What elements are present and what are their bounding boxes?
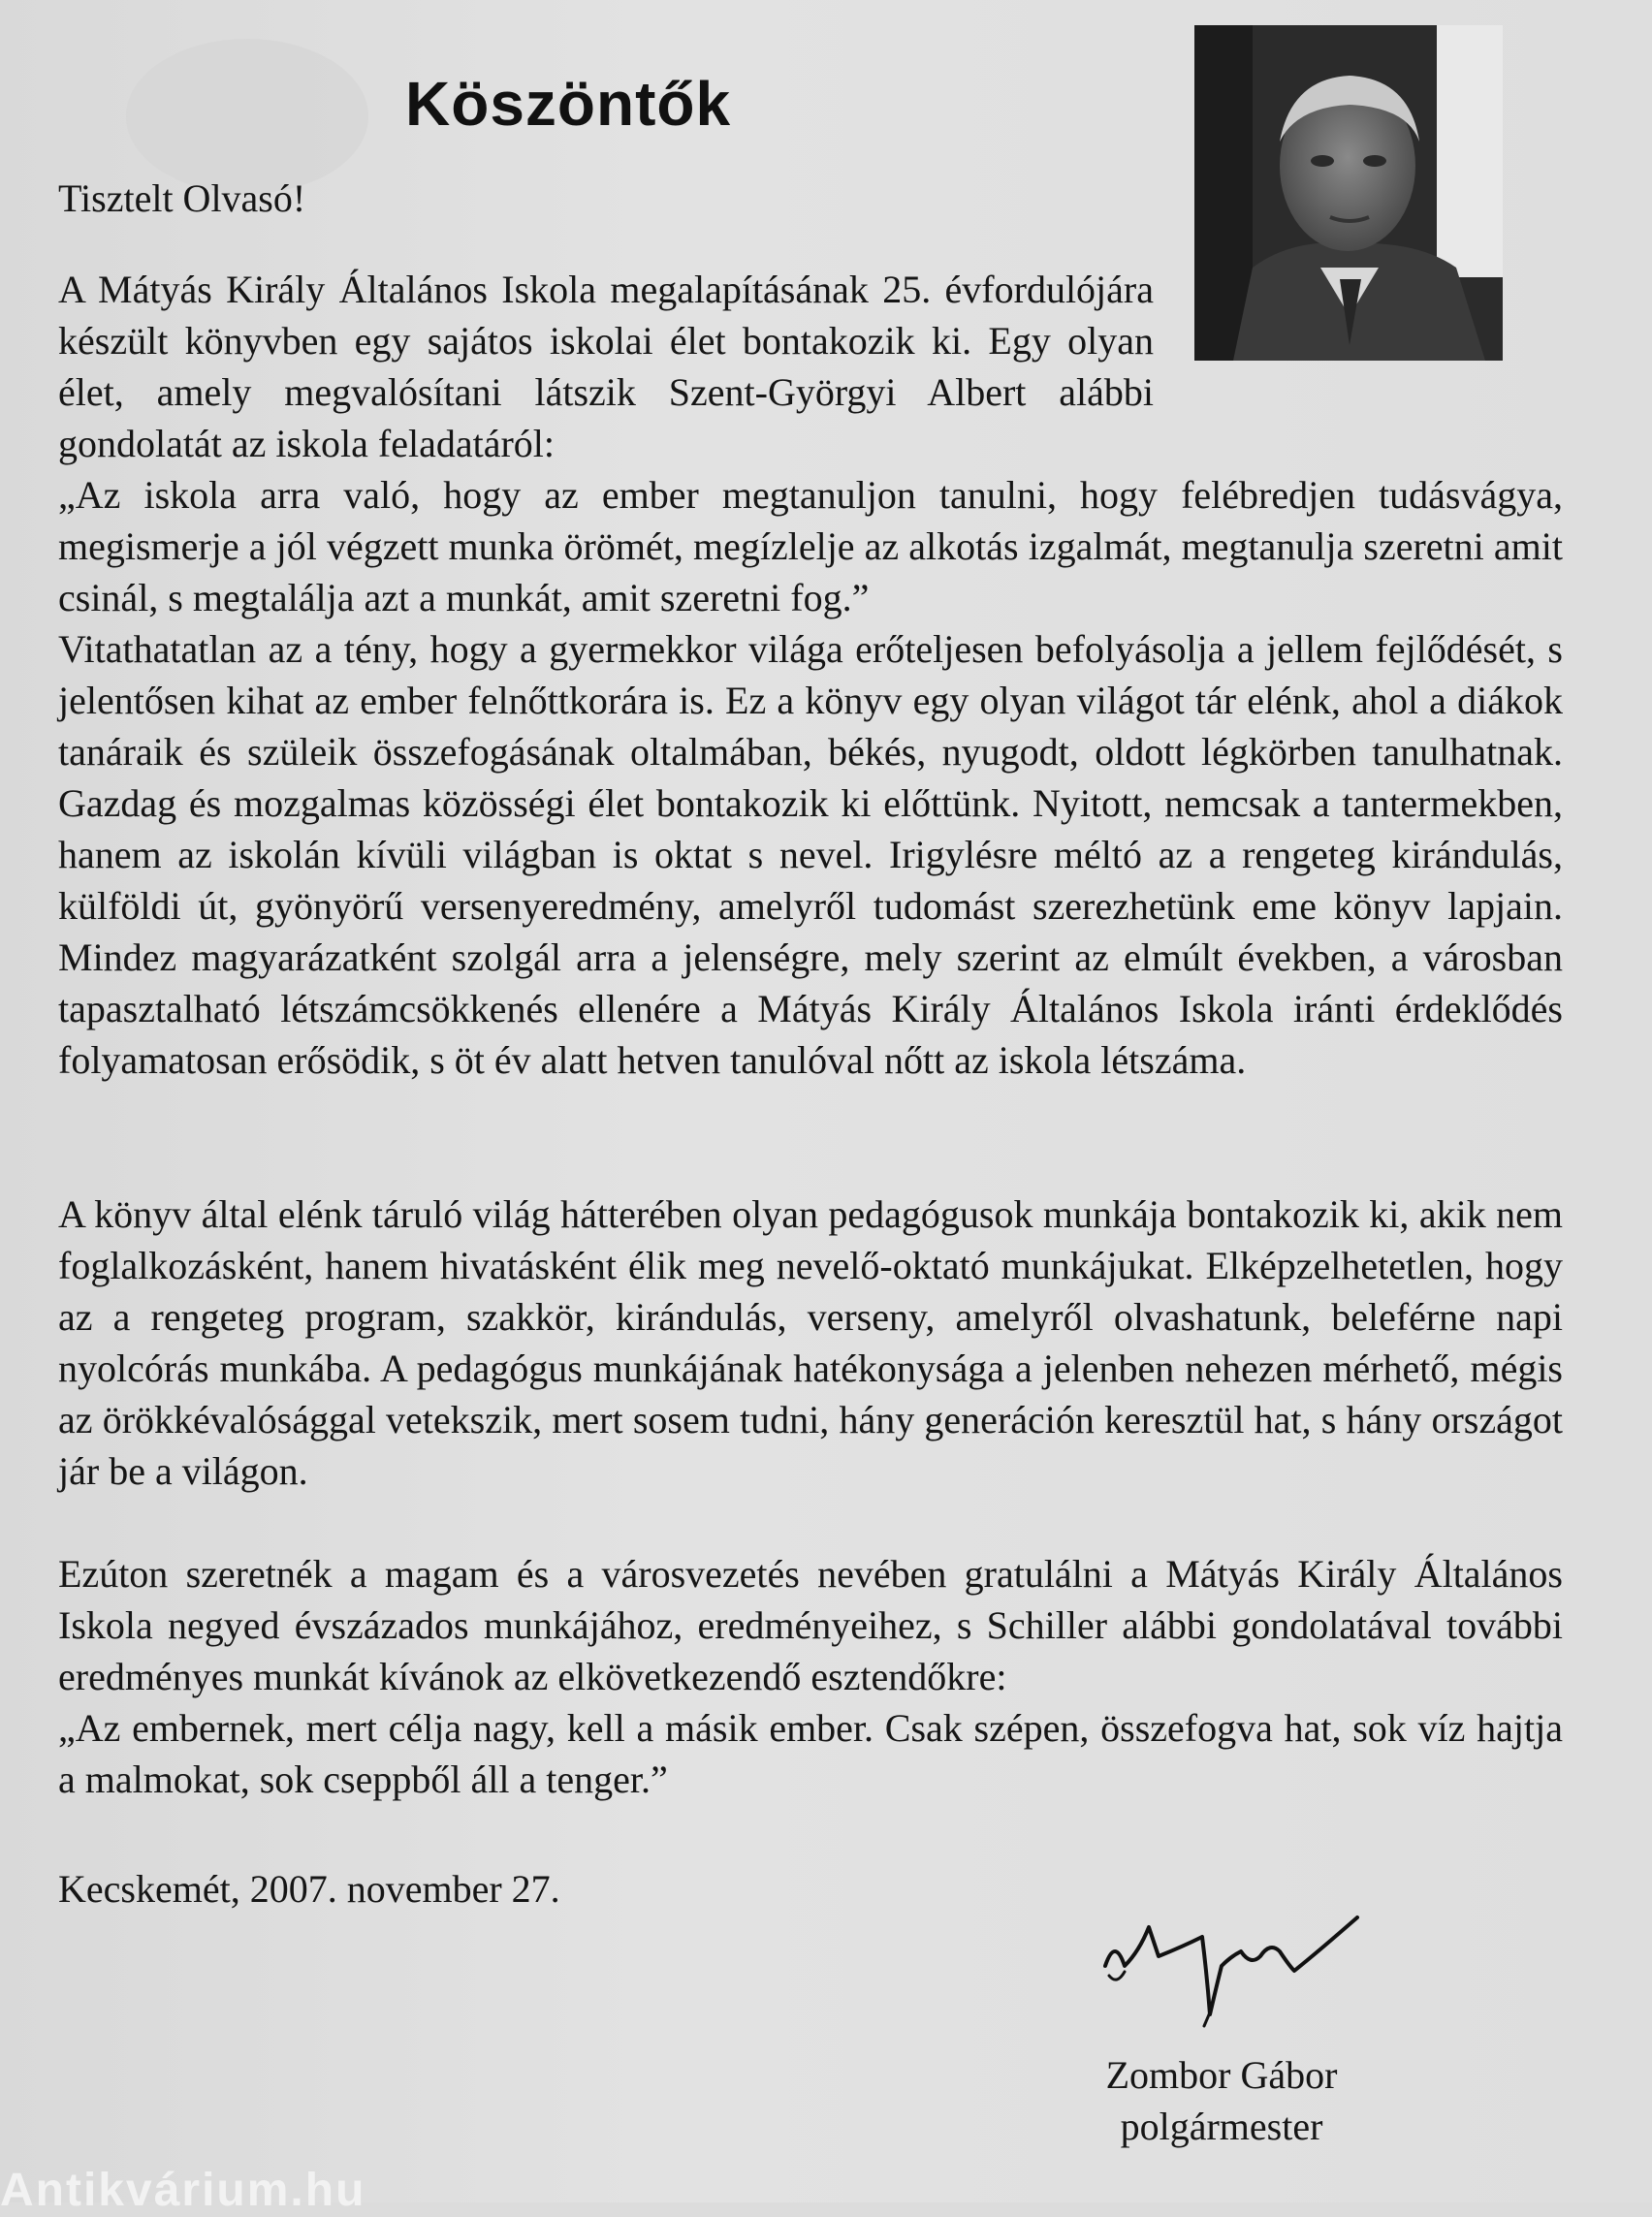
show-through-shape	[126, 39, 368, 194]
intro-paragraph: A Mátyás Király Általános Iskola megalapításának 25. évfordulójára készült könyvben egy sajátos iskolai élet bontakozik ki. Egy olyan élet, amely megvalósítani látszik Szent-Györgyi Albert alábbi gondolatát az iskola feladatáról:	[58, 268, 1154, 465]
signer-name: Zombor Gábor	[1105, 2053, 1338, 2097]
page-title: Köszöntők	[405, 69, 732, 139]
quote-szent-gyorgyi: „Az iskola arra való, hogy az ember megtanuljon tanulni, hogy felébredjen tudásvágya, megismerje a jól végzett munka örömét, megízlelje az alkotás izgalmát, megtanulja szeretni amit csinál, s megtalálja azt a munkát, amit szeretni fog.”	[58, 473, 1563, 619]
paragraph-3: A könyv által elénk táruló világ hátterében olyan pedagógusok munkája bontakozik ki, akik nem foglalkozásként, hanem hivatásként élik meg nevelő-oktató munkájukat. Elképzelhetetlen, hogy az a rengeteg program, szakkör, kirándulás, verseny, amelyről olvashatunk, beleférne napi nyolcórás munkába. A pedagógus munkájának hatékonysága a jelenben nehezen mérhető, mégis az örökkévalósággal vetekszik, mert sosem tudni, hány generáción keresztül hat, s hány országot jár be a világon.	[58, 1192, 1563, 1493]
paragraph-2: Vitathatatlan az a tény, hogy a gyermekkor világa erőteljesen befolyásolja a jellem fejlődését, s jelentősen kihat az ember felnőttkorára is. Ez a könyv egy olyan világot tár elénk, ahol a diákok tanáraik és szüleik összefogásának oltalmában, békés, nyugodt, oldott légkörben tanulhatnak. Gazdag és mozgalmas közösségi élet bontakozik ki előttünk. Nyitott, nemcsak a tantermekben, hanem az iskolán kívüli világban is oktat s nevel. Irigylésre méltó az a rengeteg kirándulás, külföldi út, gyönyörű versenyeredmény, amelyről tudomást szerezhetünk eme könyv lapjain. Mindez magyarázatként szolgál arra a jelenségre, mely szerint az elmúlt években, a városban tapasztalható létszámcsökkenés ellenére a Mátyás Király Általános Iskola iránti érdeklődés folyamatosan erősödik, s öt év alatt hetven tanulóval nőtt az iskola létszáma.	[58, 627, 1563, 1082]
paragraph-4: Ezúton szeretnék a magam és a városvezetés nevében gratulálni a Mátyás Király Általános Iskola negyed évszázados munkájához, eredményeihez, s Schiller alábbi gondolatával további eredményes munkát kívánok az elkövetkezendő esztendőkre:	[58, 1552, 1563, 1698]
salutation: Tisztelt Olvasó!	[58, 176, 306, 220]
watermark-text: Antikvárium.hu	[0, 2165, 366, 2216]
place-date: Kecskemét, 2007. november 27.	[58, 1867, 560, 1911]
signature-image	[1096, 1898, 1386, 2034]
quote-schiller: „Az embernek, mert célja nagy, kell a másik ember. Csak szépen, összefogva hat, sok víz hajtja a malmokat, sok cseppből áll a tenger.”	[58, 1706, 1563, 1801]
signer-title: polgármester	[1120, 2105, 1323, 2148]
